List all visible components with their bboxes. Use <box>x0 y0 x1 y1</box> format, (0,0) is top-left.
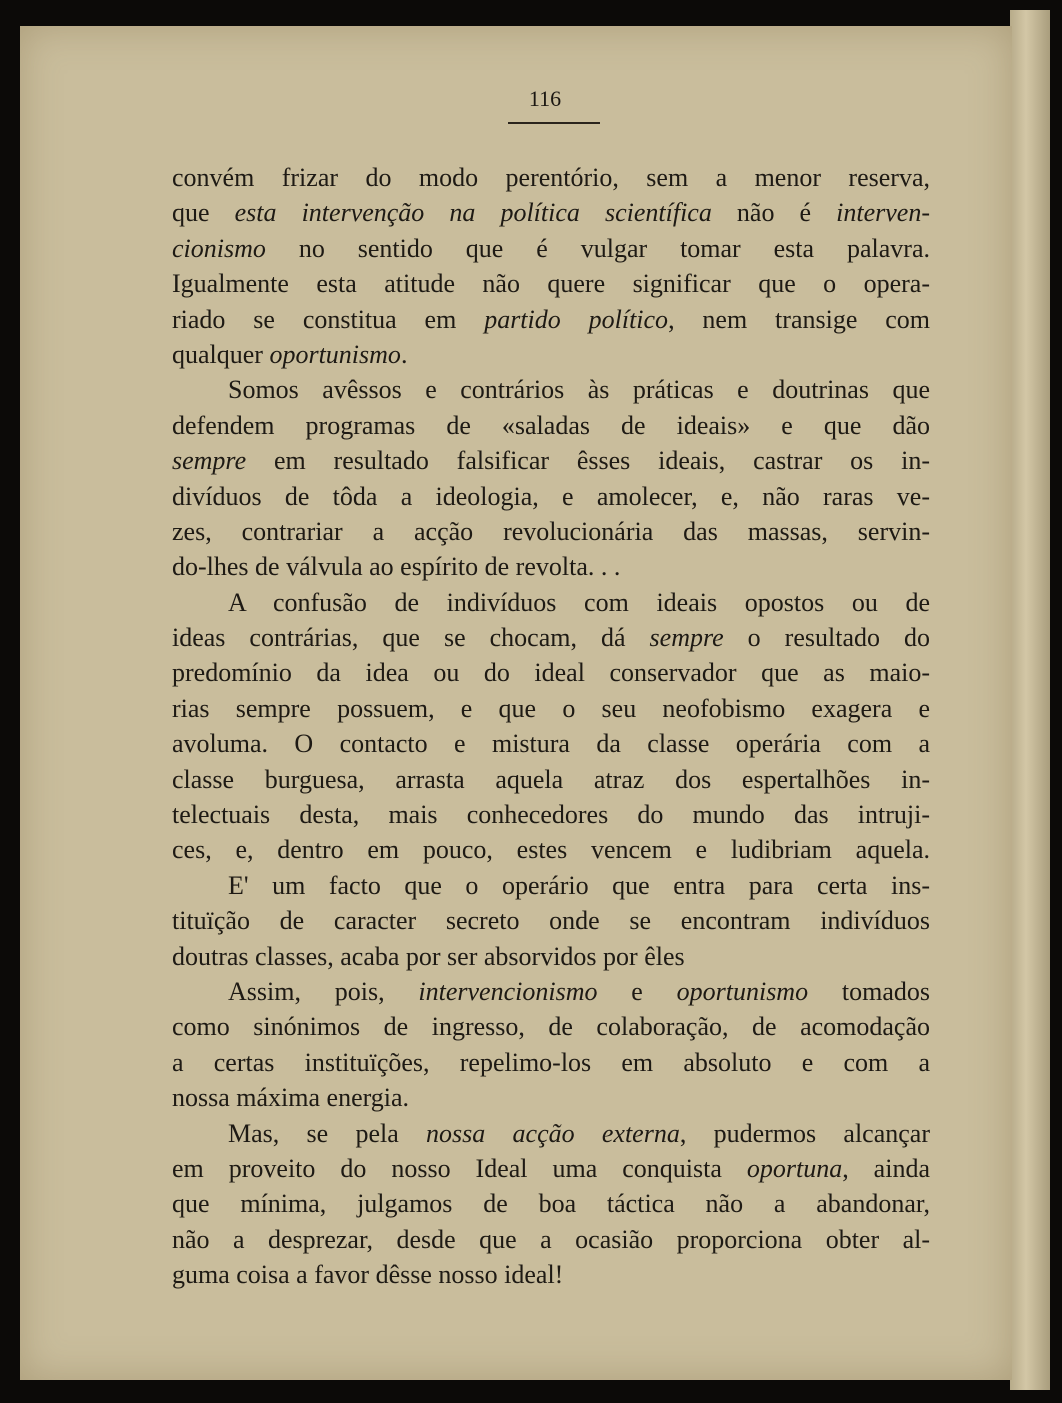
italic-text: cionismo <box>172 233 266 263</box>
text-run: Igualmente esta atitude não quere significar que o opera- <box>172 269 930 299</box>
text-run: Assim, pois, <box>228 976 419 1006</box>
text-run: , ainda <box>842 1153 930 1183</box>
text-line <box>172 231 930 266</box>
text-line <box>172 160 930 195</box>
italic-text: intervencionismo <box>418 976 598 1006</box>
adjacent-page-edge <box>1010 10 1050 1390</box>
text-line <box>172 762 930 797</box>
page-number: 116 <box>528 86 562 111</box>
body-text <box>172 160 930 1293</box>
text-run: não é <box>711 198 837 228</box>
italic-text: sempre <box>172 446 247 476</box>
text-line <box>172 1080 930 1115</box>
italic-text: nossa acção externa <box>426 1118 680 1148</box>
text-run: tituïção de caracter secreto onde se encontram indivíduos <box>172 906 930 936</box>
text-run: o resultado do <box>723 623 930 653</box>
text-run: e <box>597 976 677 1006</box>
text-line <box>172 585 930 620</box>
text-run: em resultado falsificar êsses ideais, castrar os in- <box>246 446 930 476</box>
text-line <box>172 1222 930 1257</box>
text-run: guma coisa a favor dêsse nosso ideal! <box>172 1260 564 1290</box>
text-line <box>172 832 930 867</box>
italic-text: sempre <box>649 623 724 653</box>
text-run: avoluma. O contacto e mistura da classe operária com a <box>172 729 930 759</box>
italic-text: oportuna <box>746 1153 843 1183</box>
text-run: ces, e, dentro em pouco, estes vencem e ludibriam aquela. <box>172 835 930 865</box>
text-line <box>172 266 930 301</box>
text-run: qualquer <box>172 339 270 369</box>
italic-text: esta intervenção na política scientífica <box>234 198 712 228</box>
text-line <box>172 1186 930 1221</box>
text-run: defendem programas de «saladas de ideais» e que dão <box>172 410 930 440</box>
text-run: que mínima, julgamos de boa táctica não a abandonar, <box>172 1189 930 1219</box>
text-line <box>172 372 930 407</box>
text-line <box>172 302 930 337</box>
text-run: ideas contrárias, que se chocam, dá <box>172 623 650 653</box>
text-line <box>172 726 930 761</box>
text-line <box>172 1257 930 1292</box>
text-run: que <box>172 198 235 228</box>
text-line <box>172 1151 930 1186</box>
text-run: como sinónimos de ingresso, de colaboração, de acomodação <box>172 1012 930 1042</box>
text-line <box>172 1009 930 1044</box>
text-run: Mas, se pela <box>228 1118 427 1148</box>
text-run: E' um facto que o operário que entra para certa ins- <box>228 870 930 900</box>
text-line <box>172 195 930 230</box>
text-line <box>172 337 930 372</box>
text-run: do-lhes de válvula ao espírito de revolta. . . <box>172 552 621 582</box>
text-run: doutras classes, acaba por ser absorvidos por êles <box>172 941 685 971</box>
text-run: A confusão de indivíduos com ideais opostos ou de <box>228 587 930 617</box>
text-run: divíduos de tôda a ideologia, e amolecer, e, não raras ve- <box>172 481 930 511</box>
text-run: nossa máxima energia. <box>172 1083 410 1113</box>
text-run: , nem transige com <box>668 304 930 334</box>
text-line <box>172 549 930 584</box>
text-line <box>172 939 930 974</box>
text-line <box>172 903 930 938</box>
text-line <box>172 443 930 478</box>
text-run: a certas instituïções, repelimo-los em absoluto e com a <box>172 1047 930 1077</box>
text-line <box>172 479 930 514</box>
text-run: , pudermos alcançar <box>679 1118 930 1148</box>
header-rule <box>508 122 600 124</box>
italic-text: partido político <box>484 304 669 334</box>
text-run: no sentido que é vulgar tomar esta palavra. <box>265 233 930 263</box>
text-run: convém frizar do modo perentório, sem a menor reserva, <box>172 163 930 192</box>
text-run: rias sempre possuem, e que o seu neofobismo exagera e <box>172 693 930 723</box>
text-line <box>172 620 930 655</box>
text-run: predomínio da idea ou do ideal conservador que as maio- <box>172 658 930 688</box>
text-run: tomados <box>808 976 930 1006</box>
text-line <box>172 691 930 726</box>
text-run: não a desprezar, desde que a ocasião proporciona obter al- <box>172 1224 930 1254</box>
text-run: classe burguesa, arrasta aquela atraz dos espertalhões in- <box>172 764 930 794</box>
text-line <box>172 408 930 443</box>
italic-text: interven- <box>836 198 930 228</box>
text-run: em proveito do nosso Ideal uma conquista <box>172 1153 747 1183</box>
italic-text: oportunismo <box>676 976 809 1006</box>
text-line <box>172 514 930 549</box>
text-run: . <box>400 339 408 369</box>
text-line <box>172 655 930 690</box>
italic-text: oportunismo <box>269 339 401 369</box>
text-run: zes, contrariar a acção revolucionária das massas, servin- <box>172 516 930 546</box>
text-line <box>172 868 930 903</box>
text-line <box>172 1116 930 1151</box>
text-run: Somos avêssos e contrários às práticas e doutrinas que <box>228 375 930 405</box>
text-run: riado se constitua em <box>172 304 485 334</box>
text-line <box>172 1045 930 1080</box>
text-line <box>172 797 930 832</box>
text-run: telectuais desta, mais conhecedores do mundo das intruji- <box>172 800 930 830</box>
text-line <box>172 974 930 1009</box>
